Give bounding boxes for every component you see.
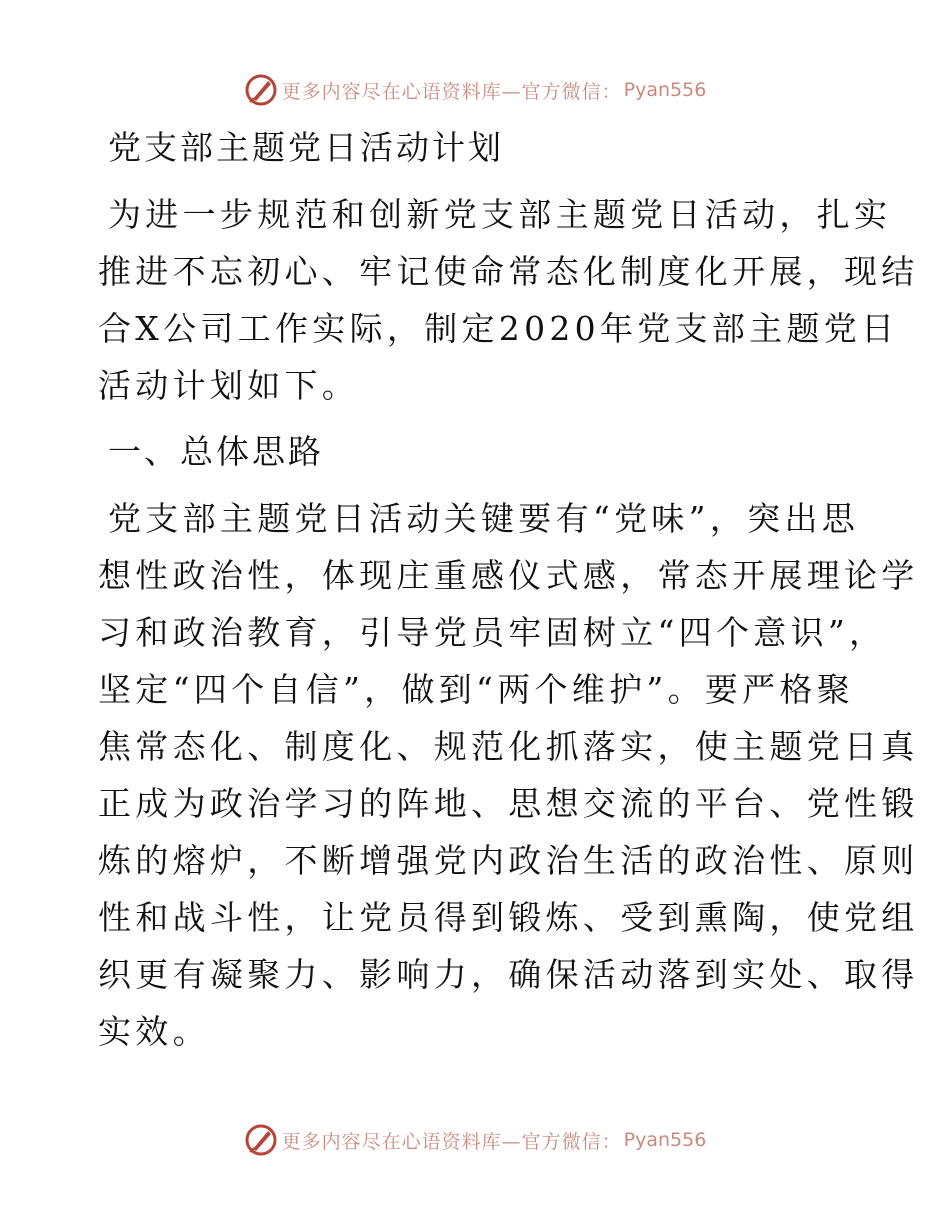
intro-line: 推进不忘初心、牢记使命常态化制度化开展，现结 <box>98 252 919 291</box>
intro-paragraph <box>98 186 919 414</box>
section1-paragraph <box>98 490 919 1060</box>
watermark-banner-bottom <box>0 1120 950 1160</box>
section1-line: 炼的熔炉，不断增强党内政治生活的政治性、原则 <box>98 841 919 880</box>
intro-line: 合X公司工作实际，制定2020年党支部主题党日 <box>98 309 899 348</box>
section1-line: 性和战斗性，让党员得到锻炼、受到熏陶，使党组 <box>98 898 919 937</box>
watermark-wechat-id: Pyan556 <box>623 79 707 101</box>
section1-line: 焦常态化、制度化、规范化抓落实，使主题党日真 <box>98 727 919 766</box>
watermark-banner-top <box>0 70 950 110</box>
watermark-text: 更多内容尽在心语资料库—官方微信： <box>281 80 622 103</box>
section1-line: 织更有凝聚力、影响力，确保活动落到实处、取得 <box>98 955 919 994</box>
section1-line: 党支部主题党日活动关键要有“党味”，突出思 <box>108 499 860 538</box>
document-title: 党支部主题党日活动计划 <box>108 128 504 167</box>
section-heading: 一、总体思路 <box>108 432 324 471</box>
watermark-wechat-id: Pyan556 <box>623 1129 707 1151</box>
watermark-text: 更多内容尽在心语资料库—官方微信： <box>281 1130 622 1153</box>
intro-line: 为进一步规范和创新党支部主题党日活动，扎实 <box>108 195 892 234</box>
intro-line: 活动计划如下。 <box>98 366 360 405</box>
document-body <box>98 124 919 1074</box>
section1-line: 正成为政治学习的阵地、思想交流的平台、党性锻 <box>98 784 919 823</box>
section1-line: 坚定“四个自信”，做到“两个维护”。要严格聚 <box>98 670 855 709</box>
feather-pen-logo-icon <box>244 1123 278 1157</box>
feather-pen-logo-icon <box>244 73 278 107</box>
section1-line: 想性政治性，体现庄重感仪式感，常态开展理论学 <box>98 556 919 595</box>
section1-line: 实效。 <box>98 1012 210 1051</box>
section1-line: 习和政治教育，引导党员牢固树立“四个意识”， <box>98 613 887 652</box>
